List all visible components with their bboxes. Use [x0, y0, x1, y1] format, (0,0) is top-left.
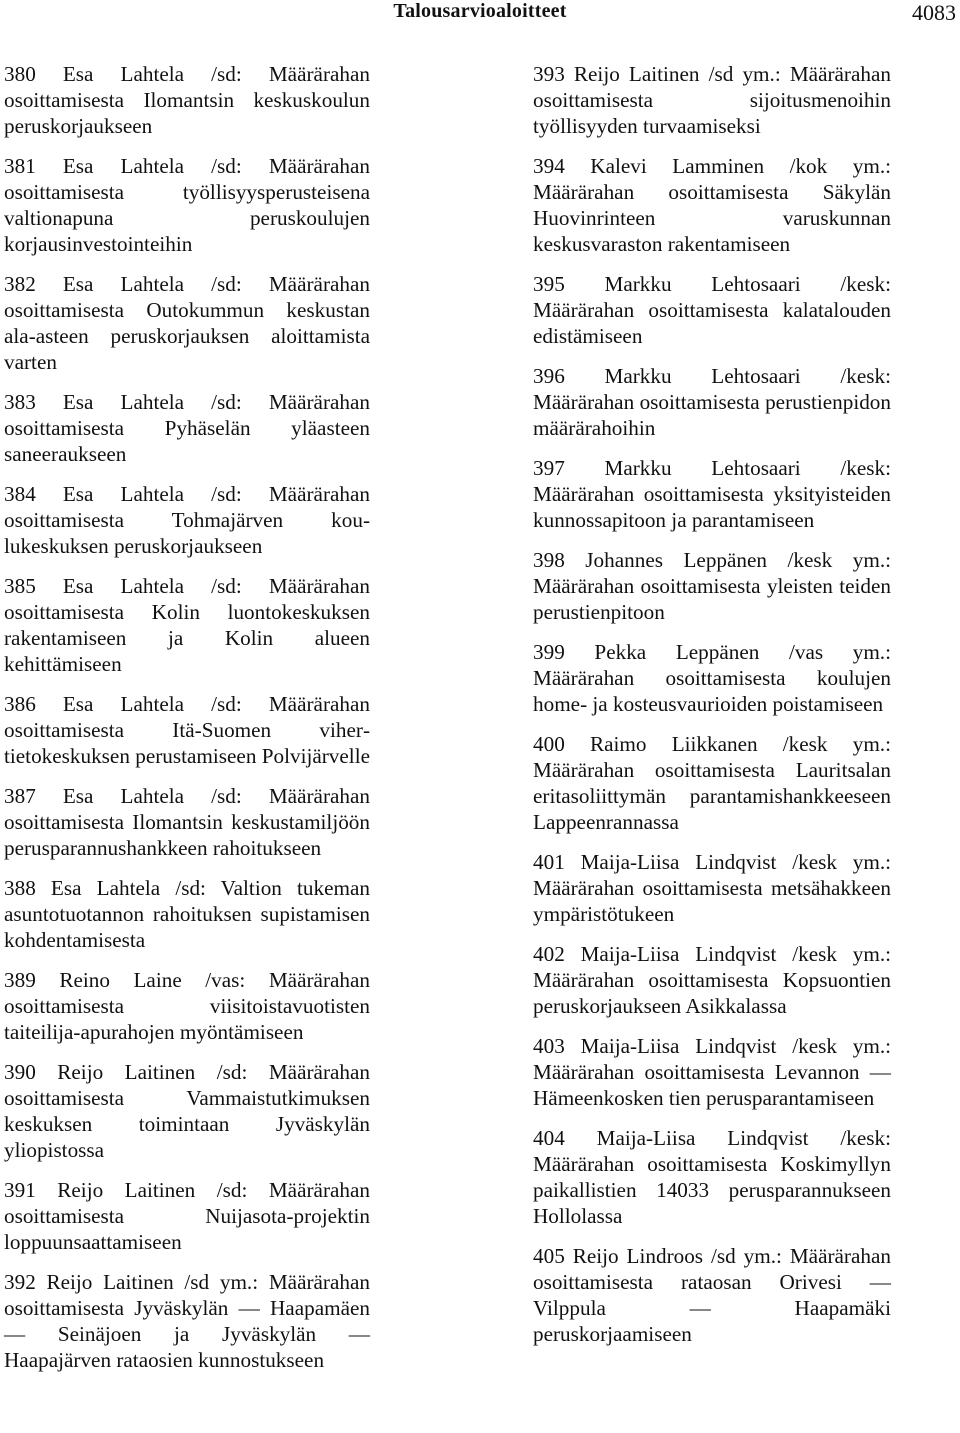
budget-initiative-entry: 399 Pekka Leppänen /vas ym.: Määrärahan osoittamisesta koulujen home- ja kosteusvaurioiden poistamiseen [533, 640, 891, 716]
budget-initiative-entry: 381 Esa Lahtela /sd: Määrärahan osoittamisesta työllisyysperusteisena valtionapuna peruskoulujen korjausinvestointeihin [4, 154, 370, 256]
budget-initiative-entry: 388 Esa Lahtela /sd: Valtion tukeman asuntotuotannon rahoituksen supistamisen kohdentamisesta [4, 875, 370, 952]
page-header [0, 0, 960, 30]
budget-initiative-entry: 384 Esa Lahtela /sd: Määrärahan osoittamisesta Tohmajärven koulukeskuksen peruskorjaukseen [4, 481, 370, 558]
budget-initiative-entry: 402 Maija-Liisa Lindqvist /kesk ym.: Määrärahan osoittamisesta Kopsuontien peruskorjaukseen Asikkalassa [533, 941, 891, 1018]
budget-initiative-entry: 386 Esa Lahtela /sd: Määrärahan osoittamisesta Itä-Suomen vihertietokeskuksen perustamiseen Polvijärvelle [4, 691, 370, 768]
budget-initiative-entry: 391 Reijo Laitinen /sd: Määrärahan osoittamisesta Nuijasota-projektin loppuunsaattamiseen [4, 1177, 370, 1254]
page-number: 4083 [912, 0, 956, 25]
right-column [533, 62, 891, 1362]
budget-initiative-entry: 393 Reijo Laitinen /sd ym.: Määrärahan osoittamisesta sijoitusmenoihin työllisyyden turvaamiseksi [533, 62, 891, 138]
budget-initiative-entry: 404 Maija-Liisa Lindqvist /kesk: Määrärahan osoittamisesta Koskimyllyn paikallistien 14033 perusparannukseen Hollolassa [533, 1125, 891, 1228]
budget-initiative-entry: 398 Johannes Leppänen /kesk ym.: Määrärahan osoittamisesta yleisten teiden perustienpitoon [533, 547, 891, 624]
budget-initiative-entry: 385 Esa Lahtela /sd: Määrärahan osoittamisesta Kolin luontokeskuksen rakentamiseen ja Kolin alueen kehittämiseen [4, 573, 370, 676]
budget-initiative-entry: 397 Markku Lehtosaari /kesk: Määrärahan osoittamisesta yksityisteiden kunnossapitoon ja parantamiseen [533, 455, 891, 532]
budget-initiative-entry: 380 Esa Lahtela /sd: Määrärahan osoittamisesta Ilomantsin keskuskoulun peruskorjaukseen [4, 62, 370, 138]
budget-initiative-entry: 395 Markku Lehtosaari /kesk: Määrärahan osoittamisesta kalatalouden edistämiseen [533, 271, 891, 348]
budget-initiative-entry: 382 Esa Lahtela /sd: Määrärahan osoittamisesta Outokummun keskustan ala-asteen peruskorjauksen aloittamista varten [4, 271, 370, 374]
budget-initiative-entry: 396 Markku Lehtosaari /kesk: Määrärahan osoittamisesta perustienpidon määrärahoihin [533, 363, 891, 440]
budget-initiative-entry: 403 Maija-Liisa Lindqvist /kesk ym.: Määrärahan osoittamisesta Levannon — Hämeenkosken tien perusparantamiseen [533, 1033, 891, 1110]
budget-initiative-entry: 405 Reijo Lindroos /sd ym.: Määrärahan osoittamisesta rataosan Orivesi — Vilppula — Haapamäki peruskorjaamiseen [533, 1243, 891, 1346]
page-title: Talousarvioaloitteet [393, 0, 567, 22]
budget-initiative-entry: 401 Maija-Liisa Lindqvist /kesk ym.: Määrärahan osoittamisesta metsähakkeen ympäristötukeen [533, 849, 891, 926]
budget-initiative-entry: 392 Reijo Laitinen /sd ym.: Määrärahan osoittamisesta Jyväskylän — Haapamäen — Seinäjoen ja Jyväskylän — Haapajärven rataosien kunnostukseen [4, 1269, 370, 1372]
left-column [4, 62, 370, 1388]
budget-initiative-entry: 389 Reino Laine /vas: Määrärahan osoittamisesta viisitoistavuotisten taiteilija-apurahojen myöntämiseen [4, 967, 370, 1044]
budget-initiative-entry: 400 Raimo Liikkanen /kesk ym.: Määrärahan osoittamisesta Lauritsalan eritasoliittymän parantamishankkeeseen Lappeenrannassa [533, 732, 891, 834]
budget-initiative-entry: 383 Esa Lahtela /sd: Määrärahan osoittamisesta Pyhäselän yläasteen saneeraukseen [4, 389, 370, 466]
budget-initiative-entry: 390 Reijo Laitinen /sd: Määrärahan osoittamisesta Vammaistutkimuksen keskuksen toimintaan Jyväskylän yliopistossa [4, 1059, 370, 1162]
budget-initiative-entry: 387 Esa Lahtela /sd: Määrärahan osoittamisesta Ilomantsin keskustamiljöön perusparannushankkeen rahoitukseen [4, 783, 370, 860]
budget-initiative-entry: 394 Kalevi Lamminen /kok ym.: Määrärahan osoittamisesta Säkylän Huovinrinteen varuskunnan keskusvaraston rakentamiseen [533, 154, 891, 256]
